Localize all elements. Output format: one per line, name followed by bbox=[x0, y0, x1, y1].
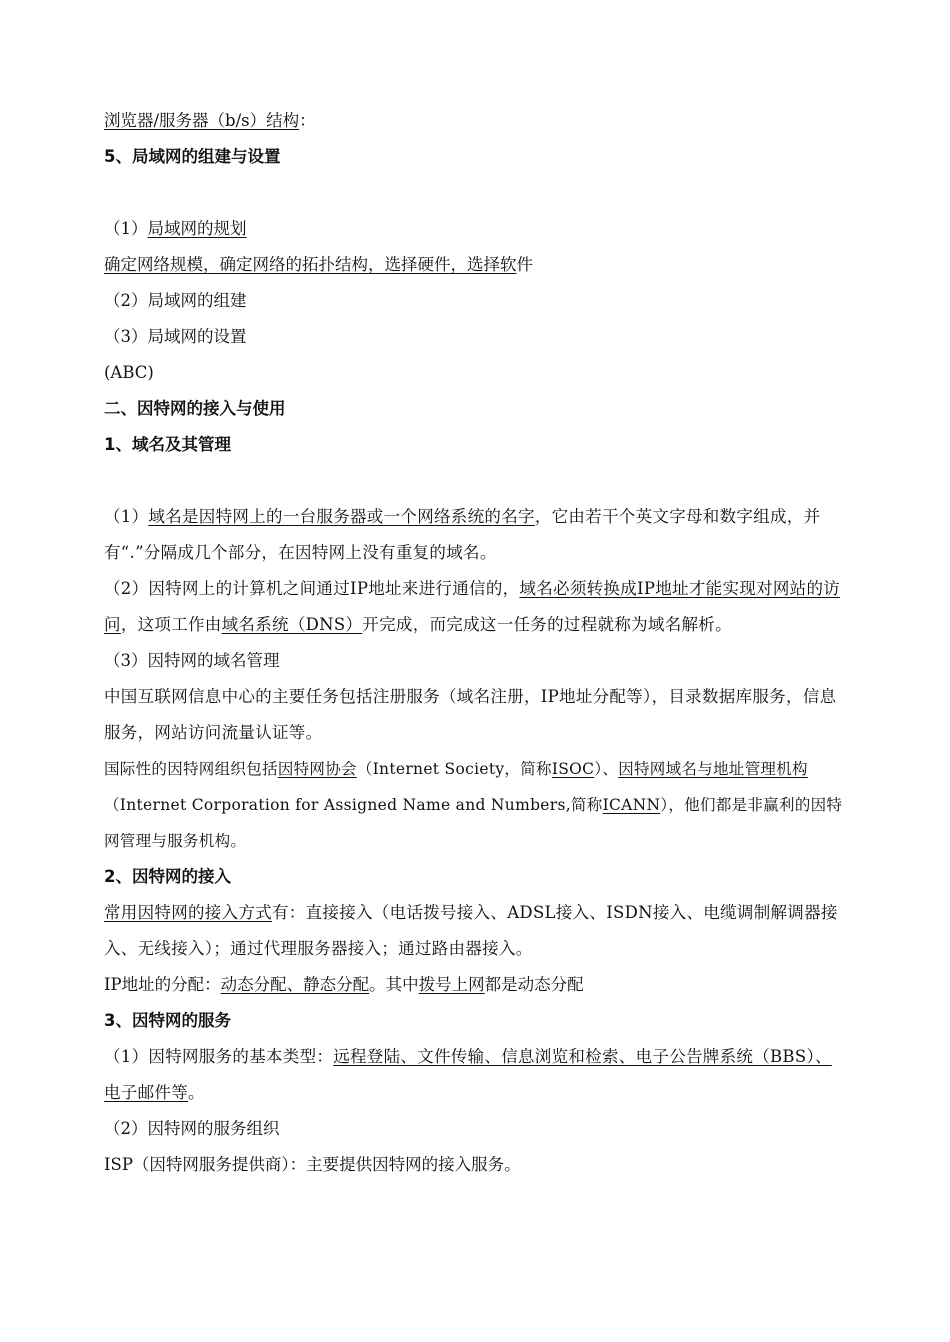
text: （Internet Society，简称 bbox=[356, 760, 552, 778]
text: 都是动态分配 bbox=[484, 975, 584, 994]
underlined-text: 因特网协会 bbox=[277, 760, 357, 778]
text-line: (ABC) bbox=[104, 363, 154, 382]
text: 有：直接接入（电话拨号接入、ADSL接入、ISDN接入、电缆调制解调器接入、无线接入）；通过代理服务器接入；通过路由器接入。 bbox=[104, 903, 838, 958]
text: ，这项工作由 bbox=[120, 615, 222, 634]
text-line: （2）因特网的服务组织 bbox=[104, 1119, 280, 1138]
underlined-text: 浏览器/服务器（b/s）结构 bbox=[104, 111, 300, 130]
text: （2）因特网上的计算机之间通过IP地址来进行通信的， bbox=[104, 579, 520, 598]
text-line bbox=[104, 247, 844, 283]
text-line bbox=[104, 211, 844, 247]
text-line bbox=[104, 967, 844, 1003]
underlined-text: 域名系统（DNS） bbox=[221, 615, 363, 634]
section-heading: 3、因特网的服务 bbox=[104, 1011, 231, 1030]
text-line: ISP（因特网服务提供商）：主要提供因特网的接入服务。 bbox=[104, 1155, 521, 1174]
underlined-text: 域名是因特网上的一台服务器或一个网络系统的名字 bbox=[148, 507, 535, 526]
underlined-text: 局域网的规划 bbox=[147, 219, 247, 238]
underlined-text: ICANN bbox=[602, 796, 661, 814]
underlined-text: 动态分配、静态分配 bbox=[220, 975, 370, 994]
text-line: （3）因特网的域名管理 bbox=[104, 651, 280, 670]
section-heading: 2、因特网的接入 bbox=[104, 867, 231, 886]
text: ）、 bbox=[594, 760, 619, 778]
text: （1） bbox=[104, 507, 149, 526]
paragraph bbox=[104, 895, 844, 967]
underlined-text: ISOC bbox=[551, 760, 595, 778]
text: （1）因特网服务的基本类型： bbox=[104, 1047, 334, 1066]
underlined-text: 因特网域名与地址管理机构 bbox=[618, 760, 808, 778]
text: ），他们都是非赢利的因特网管理与服务机构。 bbox=[104, 796, 843, 850]
text: ，它由若干个英文字母和数字组成，并有“.”分隔成几个部分，在因特网上没有重复的域名。 bbox=[104, 507, 821, 562]
text: 。 bbox=[188, 1083, 205, 1102]
text-line bbox=[104, 103, 844, 139]
underlined-text: 远程登陆、文件传输、信息浏览和检索、电子公告牌系统（BBS）、电子邮件等 bbox=[104, 1047, 832, 1102]
text: （1） bbox=[104, 219, 148, 238]
text: 。其中 bbox=[369, 975, 419, 994]
paragraph: 中国互联网信息中心的主要任务包括注册服务（域名注册，IP地址分配等），目录数据库服务，信息服务，网站访问流量认证等。 bbox=[104, 687, 837, 742]
underlined-text: 域名必须转换成IP地址才能实现对网站的访问 bbox=[104, 579, 841, 634]
text: IP地址的分配： bbox=[104, 975, 221, 994]
underlined-text: 拨号上网 bbox=[418, 975, 485, 994]
underlined-text: 常用因特网的接入方式 bbox=[104, 903, 272, 922]
paragraph bbox=[104, 751, 844, 859]
underlined-text: 确定网络规模，确定网络的拓扑结构，选择硬件，选择软 bbox=[104, 255, 517, 274]
text-line: （2）局域网的组建 bbox=[104, 291, 247, 310]
paragraph bbox=[104, 499, 844, 571]
text: 国际性的因特网组织包括 bbox=[104, 760, 278, 778]
paragraph bbox=[104, 1039, 844, 1111]
section-heading: 5、局域网的组建与设置 bbox=[104, 147, 281, 166]
document-page bbox=[104, 103, 844, 1183]
text: （Internet Corporation for Assigned Name and Numbers,简称 bbox=[104, 796, 603, 814]
text: ： bbox=[299, 111, 316, 130]
text-line: （3）局域网的设置 bbox=[104, 327, 247, 346]
section-heading: 1、域名及其管理 bbox=[104, 435, 231, 454]
text: 开完成，而完成这一任务的过程就称为域名解析。 bbox=[362, 615, 732, 634]
section-heading: 二、因特网的接入与使用 bbox=[104, 399, 286, 418]
text: 件 bbox=[516, 255, 533, 274]
paragraph bbox=[104, 571, 844, 643]
